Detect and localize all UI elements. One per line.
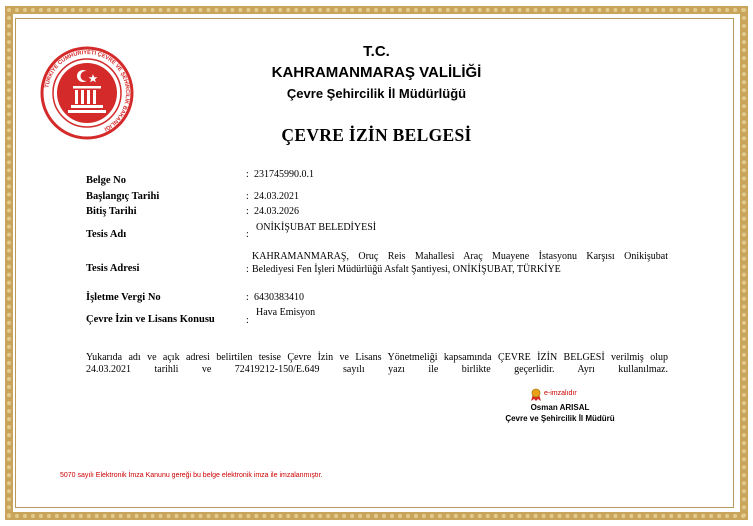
tesis-adresi-label: Tesis Adresi	[86, 263, 140, 274]
bitis-value: 24.03.2026	[254, 206, 299, 217]
e-signature-law-notice: 5070 sayılı Elektronik İmza Kanunu gereği bu belge elektronik imza ile imzalanmıştır.	[60, 472, 323, 479]
baslangic-label: Başlangıç Tarihi	[86, 191, 160, 202]
document-title: ÇEVRE İZİN BELGESİ	[281, 125, 472, 145]
belge-no-value: 231745990.0.1	[254, 169, 314, 180]
tesis-adresi-colon: :	[246, 264, 249, 275]
tesis-adresi-value-line2: Belediyesi Fen İşleri Müdürlüğü Asfalt Şantiyesi, ONİKİŞUBAT, TÜRKİYE	[252, 264, 561, 275]
header-directorate: Çevre Şehircilik İl Müdürlüğü	[286, 86, 467, 101]
bitis-label: Bitiş Tarihi	[86, 206, 137, 217]
tesis-adi-label: Tesis Adı	[86, 229, 127, 240]
vergi-no-label: İşletme Vergi No	[86, 292, 161, 303]
approval-paragraph-line2: 24.03.2021 tarihli ve 72419212-150/E.649 sayılı yazı ile birlikte geçerlidir. Ayrı kullanılmaz.	[86, 364, 668, 375]
tesis-adi-colon: :	[246, 229, 249, 240]
tesis-adi-value: ONİKİŞUBAT BELEDİYESİ	[256, 222, 377, 233]
approval-paragraph-line1: Yukarıda adı ve açık adresi belirtilen tesise Çevre İzin ve Lisans Yönetmeliği kapsamında ÇEVRE İZİN BELGESİ verilmiş olup	[86, 352, 668, 363]
konu-colon: :	[246, 315, 249, 326]
vergi-no-colon: :	[246, 292, 249, 303]
baslangic-colon: :	[246, 191, 249, 202]
bitis-colon: :	[246, 206, 249, 217]
header-tc: T.C.	[363, 43, 390, 60]
tesis-adresi-value-line1: KAHRAMANMARAŞ, Oruç Reis Mahallesi Araç Muayene İstasyonu Karşısı Onikişubat	[252, 251, 668, 262]
svg-text:TÜRKİYE CUMHURİYETİ ÇEVRE VE Ş: TÜRKİYE CUMHURİYETİ ÇEVRE VE ŞEHİRCİLİK BAKANLIĞI	[44, 49, 131, 132]
belge-no-label: Belge No	[86, 175, 126, 186]
header-governorship: KAHRAMANMARAŞ VALİLİĞİ	[271, 64, 482, 81]
konu-label: Çevre İzin ve Lisans Konusu	[86, 314, 215, 325]
baslangic-value: 24.03.2021	[254, 191, 299, 202]
e-signature-ribbon-icon	[530, 388, 542, 402]
signatory-role: Çevre ve Şehircilik İl Müdürü	[505, 414, 615, 423]
konu-value: Hava Emisyon	[256, 307, 316, 318]
e-signed-note: e-imzalıdır	[544, 390, 577, 397]
vergi-no-value: 6430383410	[254, 292, 304, 303]
belge-no-colon: :	[246, 169, 249, 180]
signatory-name: Osman ARISAL	[530, 403, 590, 412]
